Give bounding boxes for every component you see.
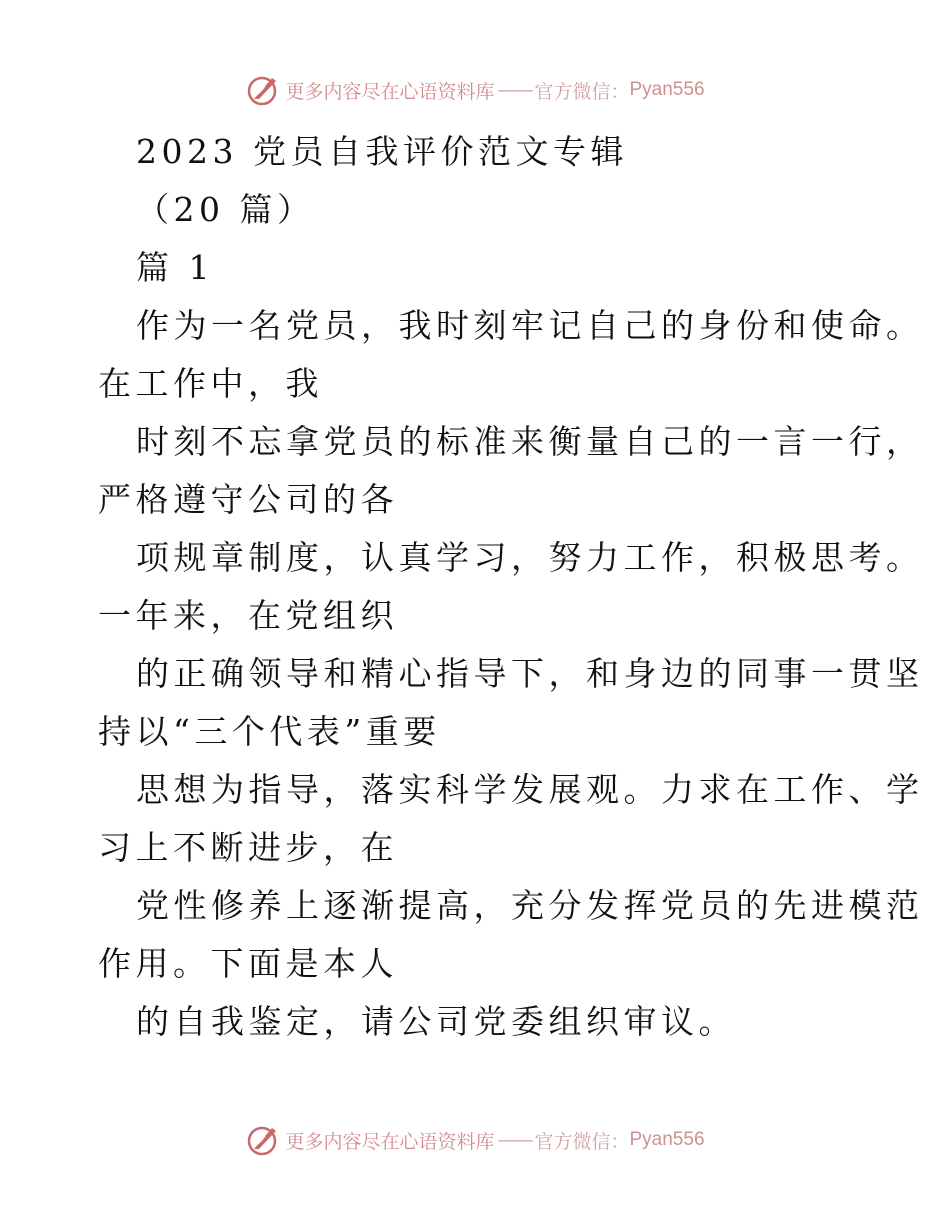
watermark-sub-text: 官方微信： xyxy=(534,1130,630,1153)
quill-logo-icon xyxy=(245,72,281,108)
watermark-wechat-id: Pyan556 xyxy=(629,1129,705,1150)
text-line: 时刻不忘拿党员的标准来衡量自己的一言一行， xyxy=(136,422,924,461)
document-title: 2023 党员自我评价范文专辑 xyxy=(136,132,628,171)
watermark-separator: —— xyxy=(497,1129,532,1151)
section-heading: 篇 1 xyxy=(136,248,214,287)
document-body xyxy=(98,123,924,1051)
text-line: 的正确领导和精心指导下，和身边的同事一贯坚 xyxy=(136,654,924,693)
text-line: 党性修养上逐渐提高，充分发挥党员的先进模范 xyxy=(136,886,924,925)
text-line: 思想为指导，落实科学发展观。力求在工作、学 xyxy=(136,770,924,809)
document-subtitle: （20 篇） xyxy=(136,190,315,229)
text-line: 项规章制度，认真学习，努力工作，积极思考。 xyxy=(136,538,924,577)
watermark-main-text: 更多内容尽在心语资料库 xyxy=(285,1130,495,1153)
watermark-sub-text: 官方微信： xyxy=(534,80,630,103)
text-line: 在工作中，我 xyxy=(98,364,323,403)
paragraph-lines xyxy=(98,297,924,1051)
watermark-wechat-id: Pyan556 xyxy=(629,79,705,100)
footer-watermark xyxy=(0,1120,950,1160)
text-line: 习上不断进步，在 xyxy=(98,828,398,867)
quill-logo-icon xyxy=(245,1122,281,1158)
text-line: 的自我鉴定，请公司党委组织审议。 xyxy=(136,1002,736,1041)
watermark-main-text: 更多内容尽在心语资料库 xyxy=(285,80,495,103)
header-watermark xyxy=(0,70,950,110)
text-line: 持以“三个代表”重要 xyxy=(98,712,441,751)
text-line: 严格遵守公司的各 xyxy=(98,480,398,519)
watermark-separator: —— xyxy=(497,79,532,101)
text-line: 作为一名党员，我时刻牢记自己的身份和使命。 xyxy=(136,306,924,345)
text-line: 一年来，在党组织 xyxy=(98,596,398,635)
text-line: 作用。下面是本人 xyxy=(98,944,398,983)
